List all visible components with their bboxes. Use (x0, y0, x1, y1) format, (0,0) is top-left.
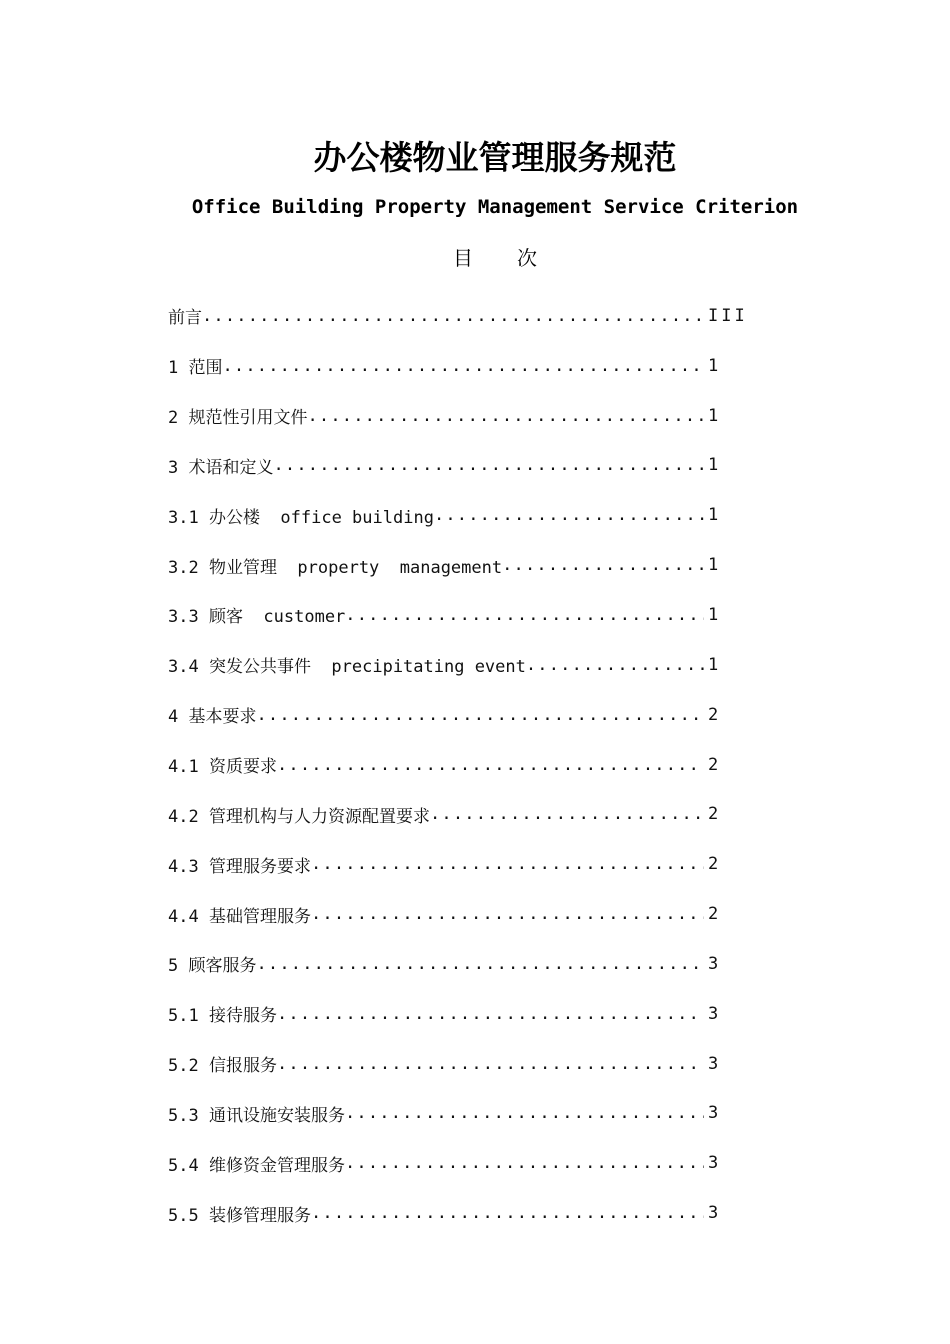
toc-entry[interactable] (168, 889, 748, 939)
toc-entry-label: 3.3 顾客 customer (168, 607, 346, 628)
toc-entry-page: 1 (708, 654, 722, 675)
toc-entry-label: 5.2 信报服务 (168, 1056, 277, 1077)
table-of-contents (168, 291, 748, 1238)
toc-entry-page: 1 (708, 604, 722, 625)
toc-entry[interactable] (168, 1138, 748, 1188)
document-subtitle: Office Building Property Management Service Criterion (191, 196, 799, 218)
toc-entry-page: 1 (708, 405, 722, 426)
toc-entry[interactable] (168, 1039, 748, 1089)
toc-entry-label: 3.2 物业管理 property management (168, 557, 503, 578)
toc-entry-page: III (708, 305, 748, 326)
toc-entry-label: 3 术语和定义 (168, 457, 274, 478)
toc-entry[interactable] (168, 590, 748, 640)
toc-dot-leader (202, 306, 704, 326)
toc-entry[interactable] (168, 441, 748, 491)
toc-dot-leader (273, 455, 704, 475)
toc-entry-label: 3.4 突发公共事件 precipitating event (168, 657, 526, 678)
toc-entry-label: 4 基本要求 (168, 707, 257, 728)
toc-entry-label: 1 范围 (168, 358, 223, 379)
toc-dot-leader (222, 356, 704, 376)
toc-entry-label: 前言 (168, 308, 202, 329)
toc-entry-page: 1 (708, 555, 722, 576)
toc-entry-label: 4.1 资质要求 (168, 757, 277, 778)
toc-dot-leader (430, 804, 704, 824)
toc-entry[interactable] (168, 989, 748, 1039)
toc-entry-page: 1 (708, 505, 722, 526)
toc-entry-label: 5.1 接待服务 (168, 1006, 277, 1027)
toc-entry[interactable] (168, 640, 748, 690)
toc-dot-leader (526, 655, 704, 675)
toc-dot-leader (502, 555, 704, 575)
toc-entry[interactable] (168, 540, 748, 590)
toc-dot-leader (434, 505, 704, 525)
toc-entry-page: 2 (708, 854, 722, 875)
toc-entry-page: 2 (708, 804, 722, 825)
toc-entry-page: 3 (708, 953, 722, 974)
toc-entry-label: 4.3 管理服务要求 (168, 856, 311, 877)
toc-entry[interactable] (168, 1188, 748, 1238)
toc-dot-leader (277, 1004, 704, 1024)
toc-entry-page: 3 (708, 1203, 722, 1224)
toc-entry-page: 3 (708, 1153, 722, 1174)
toc-entry-page: 3 (708, 1103, 722, 1124)
toc-heading: 目次 (453, 246, 581, 270)
toc-entry-page: 3 (708, 1003, 722, 1024)
toc-entry[interactable] (168, 1089, 748, 1139)
toc-entry[interactable] (168, 291, 748, 341)
toc-entry[interactable] (168, 490, 748, 540)
toc-entry-page: 2 (708, 904, 722, 925)
toc-entry-label: 5 顾客服务 (168, 956, 257, 977)
toc-entry-label: 4.4 基础管理服务 (168, 906, 311, 927)
toc-entry[interactable] (168, 740, 748, 790)
toc-dot-leader (311, 904, 704, 924)
toc-entry[interactable] (168, 391, 748, 441)
toc-dot-leader (345, 605, 704, 625)
toc-entry-page: 3 (708, 1053, 722, 1074)
toc-entry-page: 1 (708, 355, 722, 376)
toc-entry-label: 4.2 管理机构与人力资源配置要求 (168, 806, 430, 827)
toc-dot-leader (311, 1203, 704, 1223)
toc-dot-leader (256, 705, 704, 725)
toc-entry-label: 3.1 办公楼 office building (168, 507, 434, 528)
toc-entry-page: 1 (708, 455, 722, 476)
toc-entry[interactable] (168, 341, 748, 391)
toc-dot-leader (311, 854, 704, 874)
toc-entry-label: 5.3 通讯设施安装服务 (168, 1105, 345, 1126)
toc-entry[interactable] (168, 839, 748, 889)
toc-entry-label: 2 规范性引用文件 (168, 408, 308, 429)
toc-dot-leader (277, 1054, 704, 1074)
toc-entry-page: 2 (708, 704, 722, 725)
toc-entry[interactable] (168, 939, 748, 989)
toc-dot-leader (345, 1103, 704, 1123)
toc-entry[interactable] (168, 690, 748, 740)
toc-dot-leader (345, 1153, 704, 1173)
toc-entry-label: 5.4 维修资金管理服务 (168, 1155, 345, 1176)
toc-dot-leader (256, 954, 704, 974)
toc-entry-page: 2 (708, 754, 722, 775)
document-title: 办公楼物业管理服务规范 (313, 138, 677, 177)
toc-entry[interactable] (168, 789, 748, 839)
toc-dot-leader (277, 755, 704, 775)
toc-entry-label: 5.5 装修管理服务 (168, 1205, 311, 1226)
toc-dot-leader (307, 406, 704, 426)
